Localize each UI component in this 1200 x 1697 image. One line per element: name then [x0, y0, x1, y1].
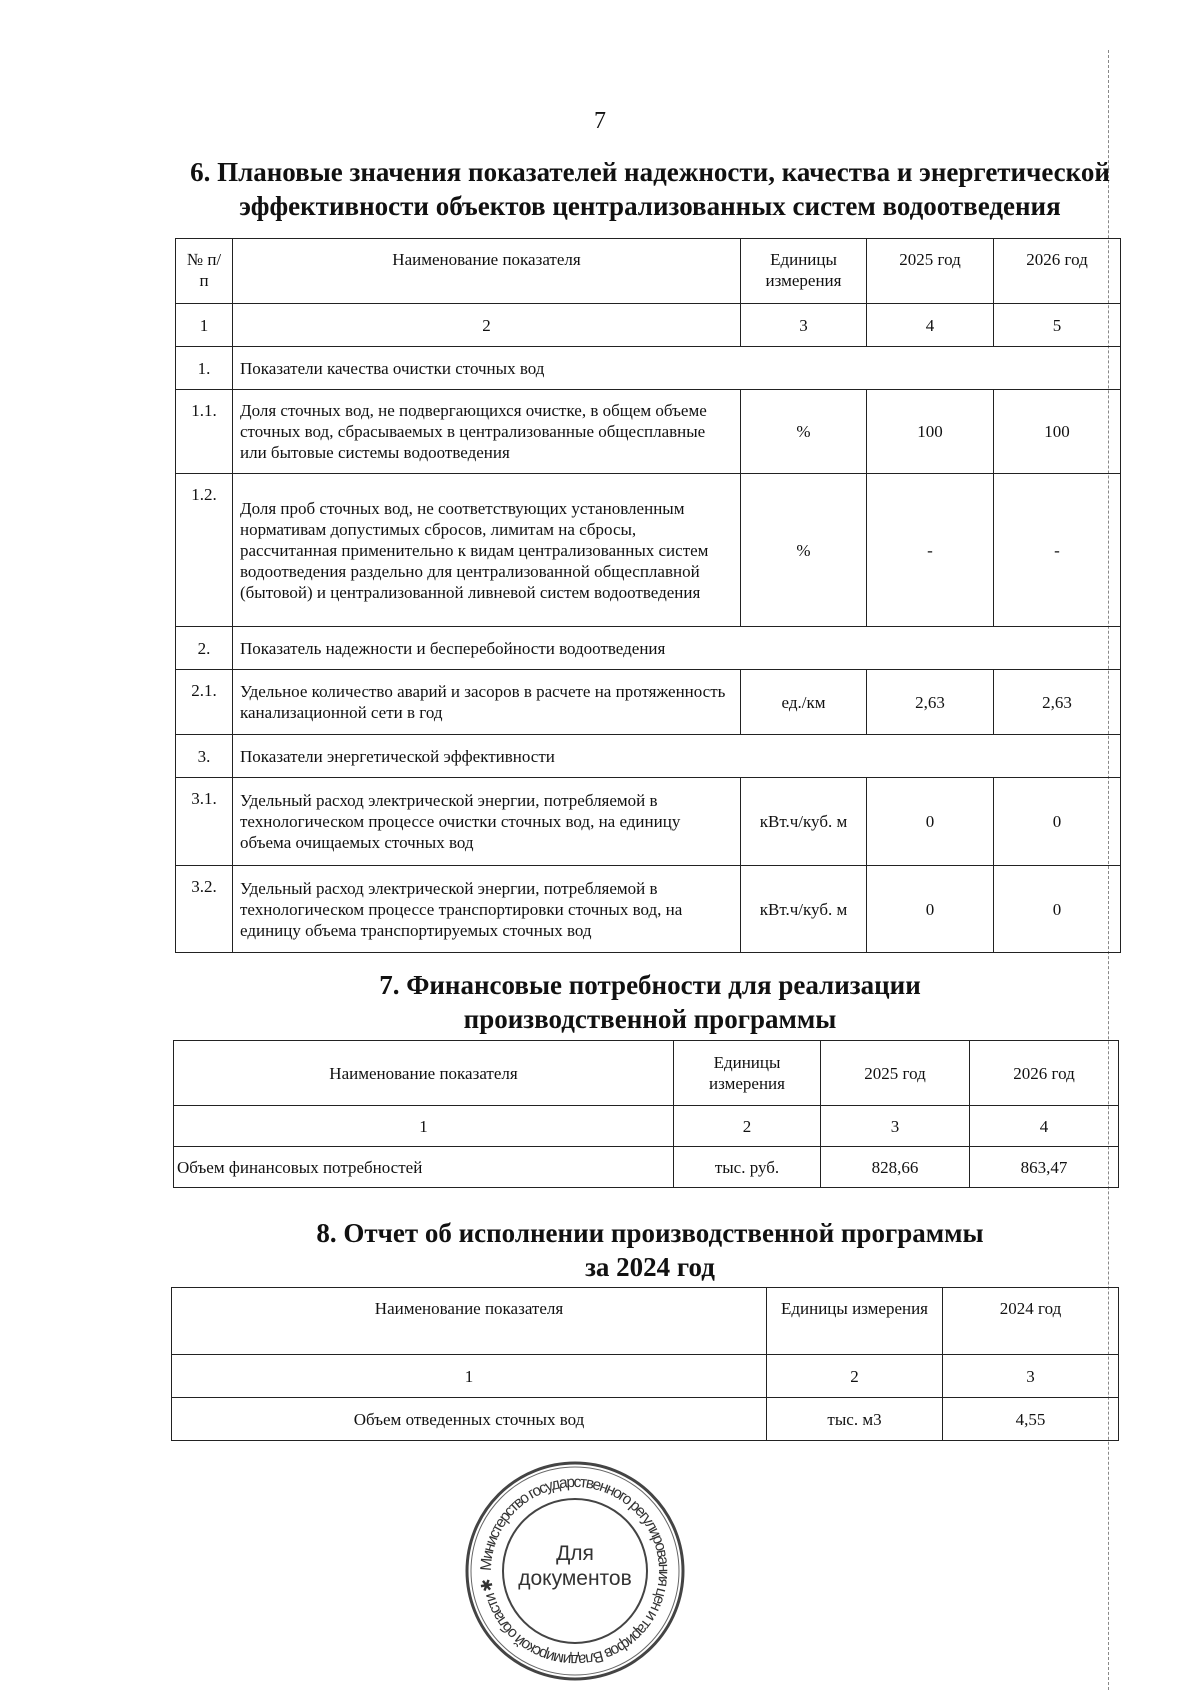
table-row: 3.2. Удельный расход электрической энергии, потребляемой в технологическом процессе транспортировки сточных вод, на единицу объема транспортируемых сточных вод кВт.ч/куб. м 0 0 — [176, 866, 1121, 953]
column-number-row: 1 2 3 — [172, 1355, 1119, 1398]
section8-title: 8. Отчет об исполнении производственной программы за 2024 год — [316, 1218, 984, 1282]
header-unit: Единицы измерения — [767, 1288, 943, 1355]
header-2025: 2025 год — [821, 1041, 970, 1106]
table-header-row — [172, 1288, 1119, 1355]
section7-table — [173, 1040, 1119, 1188]
section6-title: 6. Плановые значения показателей надежности, качества и энергетической эффективности объектов централизованных систем водоотведения — [190, 157, 1110, 221]
table-row: Объем отведенных сточных вод тыс. м3 4,55 — [172, 1398, 1119, 1441]
column-number-row: 1 2 3 4 5 — [176, 304, 1121, 347]
header-2025: 2025 год — [867, 239, 994, 304]
column-number-row: 1 2 3 4 — [174, 1106, 1119, 1147]
header-name: Наименование показателя — [233, 239, 741, 304]
section6-table — [175, 238, 1121, 953]
table-row: 1.2. Доля проб сточных вод, не соответствующих установленным нормативам допустимых сбросов, лимитам на сбросы, рассчитанная применительно к видам централизованных систем водоотведения раздельно для централизованной общесплавной (бытовой) и централизованной ливневой систем водоотведения % - - — [176, 474, 1121, 627]
header-2026: 2026 год — [994, 239, 1121, 304]
header-num: № п/п — [176, 239, 233, 304]
table-row: 2. Показатель надежности и бесперебойности водоотведения — [176, 627, 1121, 670]
official-stamp — [463, 1459, 687, 1683]
header-name: Наименование показателя — [172, 1288, 767, 1355]
table-row: 3. Показатели энергетической эффективности — [176, 735, 1121, 778]
header-2024: 2024 год — [943, 1288, 1119, 1355]
stamp-center: Для документов — [518, 1542, 632, 1590]
table-row: 1. Показатели качества очистки сточных вод — [176, 347, 1121, 390]
stamp-ring-text: Министерство государственного регулирования цен и тарифов Владимирской области ✱ — [477, 1473, 673, 1669]
table-row: 1.1. Доля сточных вод, не подвергающихся очистке, в общем объеме сточных вод, сбрасываемых в централизованные общесплавные или бытовые системы водоотведения % 100 100 — [176, 390, 1121, 474]
table-header-row — [176, 239, 1121, 304]
header-2026: 2026 год — [970, 1041, 1119, 1106]
header-unit: Единицы измерения — [741, 239, 867, 304]
table-row: Объем финансовых потребностей тыс. руб. 828,66 863,47 — [174, 1147, 1119, 1188]
header-unit: Единицы измерения — [674, 1041, 821, 1106]
section7-title: 7. Финансовые потребности для реализации производственной программы — [379, 970, 921, 1034]
table-row: 3.1. Удельный расход электрической энергии, потребляемой в технологическом процессе очистки сточных вод, на единицу объема очищаемых сточных вод кВт.ч/куб. м 0 0 — [176, 778, 1121, 866]
header-name: Наименование показателя — [174, 1041, 674, 1106]
page-number: 7 — [594, 108, 606, 134]
table-row: 2.1. Удельное количество аварий и засоров в расчете на протяженность канализационной сети в год ед./км 2,63 2,63 — [176, 670, 1121, 735]
table-header-row — [174, 1041, 1119, 1106]
section8-table — [171, 1287, 1119, 1441]
